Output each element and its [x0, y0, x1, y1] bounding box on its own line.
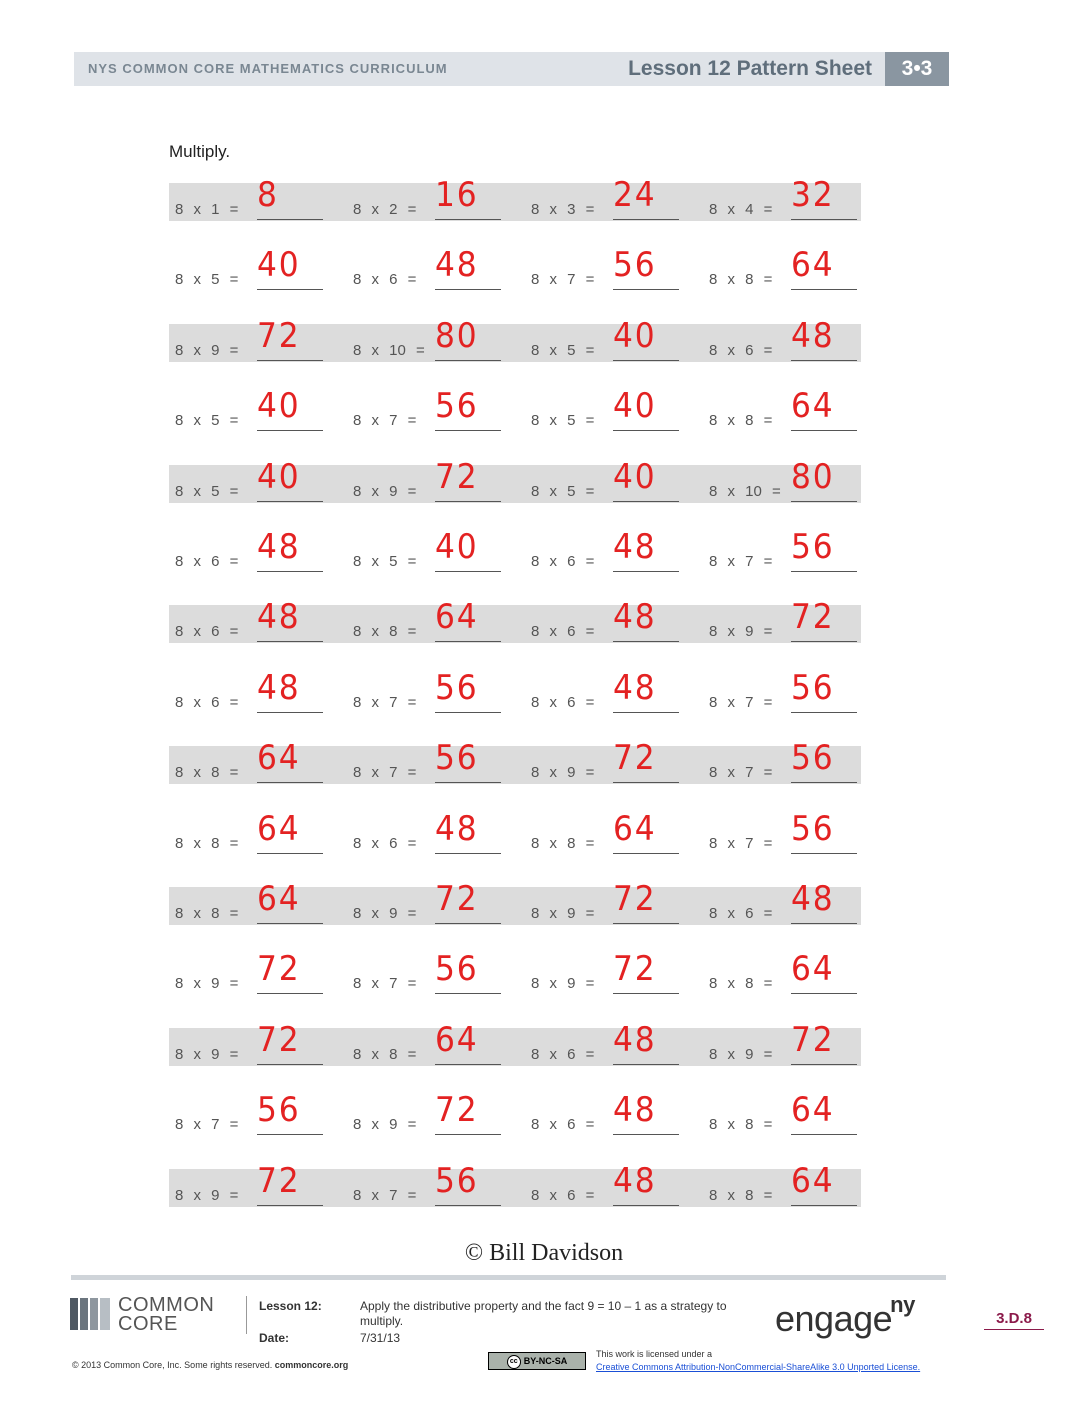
- problem-item: [703, 316, 873, 362]
- answer-blank: [613, 360, 679, 361]
- answer-blank: [257, 501, 323, 502]
- problem-item: [169, 175, 339, 221]
- license-line-1: This work is licensed under a: [596, 1349, 713, 1359]
- problem-expression: 8 x 6 =: [175, 694, 239, 711]
- answer-blank: [435, 993, 501, 994]
- problem-expression: 8 x 9 =: [175, 1046, 239, 1063]
- problem-expression: 8 x 8 =: [709, 975, 773, 992]
- handwritten-answer: 64: [257, 738, 301, 778]
- handwritten-answer: 40: [435, 527, 479, 567]
- handwritten-answer: 56: [257, 1090, 301, 1130]
- answer-blank: [613, 641, 679, 642]
- problem-expression: 8 x 7 =: [709, 553, 773, 570]
- engageny-logo: [775, 1292, 915, 1340]
- answer-blank: [613, 853, 679, 854]
- problem-item: [347, 809, 517, 855]
- problem-expression: 8 x 10 =: [709, 483, 781, 500]
- handwritten-answer: 64: [257, 879, 301, 919]
- problem-expression: 8 x 10 =: [353, 342, 425, 359]
- answer-blank: [791, 782, 857, 783]
- problem-expression: 8 x 9 =: [353, 1116, 417, 1133]
- problem-expression: 8 x 5 =: [531, 342, 595, 359]
- problem-expression: 8 x 6 =: [531, 694, 595, 711]
- answer-blank: [435, 501, 501, 502]
- problem-item: [347, 386, 517, 432]
- handwritten-answer: 56: [435, 668, 479, 708]
- problem-expression: 8 x 6 =: [531, 1187, 595, 1204]
- answer-blank: [257, 1134, 323, 1135]
- answer-blank: [791, 360, 857, 361]
- handwritten-answer: 56: [435, 738, 479, 778]
- problem-row: [169, 597, 861, 643]
- answer-blank: [613, 712, 679, 713]
- problem-expression: 8 x 1 =: [175, 201, 239, 218]
- problem-expression: 8 x 6 =: [531, 553, 595, 570]
- answer-blank: [257, 712, 323, 713]
- lesson-description: Apply the distributive property and the fact 9 = 10 – 1 as a strategy to multiply.: [360, 1299, 727, 1328]
- answer-blank: [613, 501, 679, 502]
- answer-blank: [791, 712, 857, 713]
- date-label: Date:: [259, 1331, 290, 1345]
- answer-blank: [791, 1134, 857, 1135]
- problem-item: [347, 597, 517, 643]
- handwritten-answer: 48: [435, 809, 479, 849]
- problem-expression: 8 x 6 =: [353, 271, 417, 288]
- lesson-title: Lesson 12 Pattern Sheet: [628, 57, 872, 80]
- problem-item: [703, 738, 873, 784]
- problem-expression: 8 x 5 =: [353, 553, 417, 570]
- problem-expression: 8 x 7 =: [175, 1116, 239, 1133]
- problem-item: [347, 949, 517, 995]
- handwritten-answer: 48: [257, 668, 301, 708]
- page-id: 3.D.8: [984, 1310, 1044, 1330]
- handwritten-answer: 56: [791, 527, 835, 567]
- date-value: 7/31/13: [360, 1331, 401, 1345]
- handwritten-answer: 40: [613, 386, 657, 426]
- logo-line-1: COMMON: [118, 1294, 215, 1316]
- lesson-label: Lesson 12:: [259, 1299, 322, 1313]
- answer-blank: [613, 430, 679, 431]
- handwritten-answer: 48: [791, 316, 835, 356]
- problem-expression: 8 x 8 =: [531, 835, 595, 852]
- handwritten-answer: 56: [435, 1161, 479, 1201]
- cc-icon: cc: [507, 1355, 521, 1369]
- problem-item: [525, 597, 695, 643]
- problem-expression: 8 x 7 =: [353, 412, 417, 429]
- handwritten-answer: 48: [613, 668, 657, 708]
- problem-item: [525, 668, 695, 714]
- answer-blank: [435, 430, 501, 431]
- problem-expression: 8 x 9 =: [353, 905, 417, 922]
- answer-blank: [257, 360, 323, 361]
- answer-blank: [257, 219, 323, 220]
- handwritten-answer: 72: [435, 457, 479, 497]
- problem-item: [347, 175, 517, 221]
- handwritten-answer: 56: [435, 386, 479, 426]
- copyright-text: © 2013 Common Core, Inc. Some rights reserved.: [72, 1360, 275, 1370]
- answer-blank: [257, 923, 323, 924]
- answer-blank: [791, 430, 857, 431]
- problem-expression: 8 x 5 =: [531, 483, 595, 500]
- answer-blank: [791, 1064, 857, 1065]
- problem-expression: 8 x 9 =: [175, 342, 239, 359]
- problem-expression: 8 x 6 =: [531, 623, 595, 640]
- problem-item: [525, 245, 695, 291]
- problem-item: [525, 527, 695, 573]
- handwritten-answer: 64: [791, 949, 835, 989]
- answer-blank: [435, 923, 501, 924]
- copyright: [72, 1360, 348, 1370]
- footer-divider: [71, 1275, 946, 1280]
- handwritten-answer: 72: [613, 949, 657, 989]
- problem-expression: 8 x 8 =: [709, 271, 773, 288]
- handwritten-answer: 64: [435, 597, 479, 637]
- handwritten-answer: 8: [257, 175, 279, 215]
- problem-expression: 8 x 9 =: [175, 1187, 239, 1204]
- answer-blank: [613, 993, 679, 994]
- answer-blank: [435, 289, 501, 290]
- handwritten-answer: 64: [613, 809, 657, 849]
- problem-item: [347, 1090, 517, 1136]
- problem-row: [169, 245, 861, 291]
- handwritten-answer: 48: [613, 1020, 657, 1060]
- handwritten-answer: 72: [257, 1020, 301, 1060]
- problem-item: [525, 457, 695, 503]
- answer-blank: [791, 219, 857, 220]
- problem-expression: 8 x 6 =: [353, 835, 417, 852]
- answer-blank: [435, 1205, 501, 1206]
- problem-row: [169, 1090, 861, 1136]
- handwritten-answer: 72: [257, 949, 301, 989]
- answer-blank: [257, 571, 323, 572]
- handwritten-answer: 64: [435, 1020, 479, 1060]
- problem-expression: 8 x 6 =: [709, 905, 773, 922]
- handwritten-answer: 80: [791, 457, 835, 497]
- problem-item: [169, 527, 339, 573]
- problem-item: [703, 245, 873, 291]
- handwritten-answer: 40: [257, 386, 301, 426]
- handwritten-answer: 72: [435, 879, 479, 919]
- problem-expression: 8 x 5 =: [175, 271, 239, 288]
- problem-item: [525, 738, 695, 784]
- problem-item: [525, 949, 695, 995]
- answer-blank: [791, 1205, 857, 1206]
- logo-line-2: CORE: [118, 1313, 178, 1335]
- problem-expression: 8 x 7 =: [353, 975, 417, 992]
- problem-item: [703, 809, 873, 855]
- problem-item: [169, 738, 339, 784]
- problem-item: [169, 1161, 339, 1207]
- problem-row: [169, 527, 861, 573]
- handwritten-answer: 56: [791, 738, 835, 778]
- problem-item: [169, 1020, 339, 1066]
- problem-expression: 8 x 8 =: [709, 1116, 773, 1133]
- brand-text: engage: [775, 1298, 893, 1339]
- handwritten-answer: 56: [791, 668, 835, 708]
- problem-expression: 8 x 6 =: [531, 1116, 595, 1133]
- problem-item: [347, 1161, 517, 1207]
- problem-item: [525, 809, 695, 855]
- problem-item: [703, 597, 873, 643]
- problem-row: [169, 1020, 861, 1066]
- instructions: Multiply.: [169, 142, 231, 161]
- problem-item: [703, 668, 873, 714]
- problem-row: [169, 949, 861, 995]
- problem-expression: 8 x 6 =: [175, 553, 239, 570]
- answer-blank: [435, 360, 501, 361]
- problem-item: [703, 175, 873, 221]
- page-header: [74, 52, 949, 86]
- problem-item: [169, 809, 339, 855]
- answer-blank: [791, 289, 857, 290]
- handwritten-answer: 48: [435, 245, 479, 285]
- problem-item: [347, 738, 517, 784]
- problem-row: [169, 175, 861, 221]
- problem-expression: 8 x 5 =: [175, 412, 239, 429]
- handwritten-answer: 16: [435, 175, 479, 215]
- answer-blank: [791, 501, 857, 502]
- answer-blank: [791, 853, 857, 854]
- answer-blank: [435, 219, 501, 220]
- problem-item: [169, 668, 339, 714]
- problem-item: [703, 1161, 873, 1207]
- problem-item: [169, 457, 339, 503]
- problem-expression: 8 x 7 =: [353, 694, 417, 711]
- handwritten-answer: 64: [791, 1161, 835, 1201]
- handwritten-answer: 48: [257, 597, 301, 637]
- answer-blank: [435, 571, 501, 572]
- problem-row: [169, 316, 861, 362]
- answer-blank: [435, 853, 501, 854]
- footer-vertical-divider: [246, 1296, 247, 1334]
- problem-expression: 8 x 9 =: [353, 483, 417, 500]
- problem-item: [703, 527, 873, 573]
- handwritten-answer: 40: [257, 245, 301, 285]
- problem-expression: 8 x 7 =: [531, 271, 595, 288]
- handwritten-answer: 48: [613, 527, 657, 567]
- problem-expression: 8 x 9 =: [175, 975, 239, 992]
- problem-expression: 8 x 7 =: [353, 764, 417, 781]
- handwritten-answer: 48: [257, 527, 301, 567]
- answer-blank: [257, 289, 323, 290]
- license-link[interactable]: Creative Commons Attribution-NonCommercial-ShareAlike 3.0 Unported License.: [596, 1362, 921, 1372]
- answer-blank: [613, 289, 679, 290]
- problem-expression: 8 x 5 =: [531, 412, 595, 429]
- handwritten-answer: 64: [791, 245, 835, 285]
- problem-expression: 8 x 8 =: [175, 764, 239, 781]
- problem-item: [347, 316, 517, 362]
- answer-blank: [435, 1134, 501, 1135]
- problem-expression: 8 x 9 =: [531, 764, 595, 781]
- handwritten-answer: 72: [613, 879, 657, 919]
- problem-item: [703, 879, 873, 925]
- problem-expression: 8 x 7 =: [709, 835, 773, 852]
- handwritten-answer: 72: [435, 1090, 479, 1130]
- problem-item: [525, 1161, 695, 1207]
- handwritten-answer: 72: [257, 1161, 301, 1201]
- problem-item: [703, 457, 873, 503]
- problem-expression: 8 x 9 =: [709, 623, 773, 640]
- handwritten-answer: 48: [613, 1161, 657, 1201]
- handwritten-answer: 40: [613, 457, 657, 497]
- handwritten-answer: 64: [791, 1090, 835, 1130]
- problem-item: [525, 1090, 695, 1136]
- problem-expression: 8 x 3 =: [531, 201, 595, 218]
- answer-blank: [613, 1205, 679, 1206]
- answer-blank: [791, 571, 857, 572]
- problem-item: [525, 879, 695, 925]
- brand-sup: ny: [890, 1292, 915, 1317]
- problem-expression: 8 x 6 =: [709, 342, 773, 359]
- problem-row: [169, 879, 861, 925]
- handwritten-answer: 72: [791, 1020, 835, 1060]
- copyright-site: commoncore.org: [274, 1360, 349, 1370]
- answer-blank: [435, 782, 501, 783]
- problem-item: [703, 1020, 873, 1066]
- problem-item: [525, 386, 695, 432]
- handwritten-answer: 56: [435, 949, 479, 989]
- answer-blank: [613, 1134, 679, 1135]
- answer-blank: [257, 853, 323, 854]
- answer-blank: [613, 1064, 679, 1065]
- handwritten-answer: 32: [791, 175, 835, 215]
- answer-blank: [435, 712, 501, 713]
- problem-item: [703, 949, 873, 995]
- answer-blank: [435, 1064, 501, 1065]
- problem-expression: 8 x 7 =: [353, 1187, 417, 1204]
- problem-expression: 8 x 6 =: [531, 1046, 595, 1063]
- cc-license-badge: [488, 1352, 586, 1370]
- handwritten-answer: 56: [791, 809, 835, 849]
- problem-item: [347, 457, 517, 503]
- handwritten-answer: 40: [613, 316, 657, 356]
- problem-item: [347, 527, 517, 573]
- answer-blank: [257, 782, 323, 783]
- problem-expression: 8 x 4 =: [709, 201, 773, 218]
- problem-expression: 8 x 6 =: [175, 623, 239, 640]
- handwritten-answer: 48: [613, 1090, 657, 1130]
- problem-item: [169, 245, 339, 291]
- handwritten-answer: 64: [257, 809, 301, 849]
- handwritten-answer: 72: [613, 738, 657, 778]
- handwritten-answer: 56: [613, 245, 657, 285]
- handwritten-answer: 48: [613, 597, 657, 637]
- problem-item: [703, 386, 873, 432]
- answer-blank: [257, 430, 323, 431]
- answer-blank: [613, 219, 679, 220]
- problem-item: [347, 668, 517, 714]
- handwritten-answer: 48: [791, 879, 835, 919]
- curriculum-title: NYS COMMON CORE MATHEMATICS CURRICULUM: [88, 61, 448, 76]
- problem-item: [525, 175, 695, 221]
- answer-blank: [257, 993, 323, 994]
- problem-expression: 8 x 8 =: [709, 1187, 773, 1204]
- answer-blank: [791, 923, 857, 924]
- handwritten-answer: 72: [791, 597, 835, 637]
- problem-row: [169, 386, 861, 432]
- problem-item: [525, 316, 695, 362]
- problem-row: [169, 668, 861, 714]
- attribution: © Bill Davidson: [464, 1240, 624, 1266]
- problem-expression: 8 x 8 =: [709, 412, 773, 429]
- problem-item: [347, 245, 517, 291]
- problem-item: [169, 949, 339, 995]
- handwritten-answer: 64: [791, 386, 835, 426]
- problem-item: [169, 597, 339, 643]
- problem-item: [169, 316, 339, 362]
- license-badge-text: BY-NC-SA: [523, 1356, 568, 1366]
- problem-expression: 8 x 7 =: [709, 764, 773, 781]
- answer-blank: [791, 641, 857, 642]
- problem-row: [169, 809, 861, 855]
- handwritten-answer: 80: [435, 316, 479, 356]
- problem-item: [169, 879, 339, 925]
- answer-blank: [613, 923, 679, 924]
- handwritten-answer: 40: [257, 457, 301, 497]
- problem-row: [169, 738, 861, 784]
- answer-blank: [257, 641, 323, 642]
- problem-expression: 8 x 8 =: [175, 835, 239, 852]
- problem-expression: 8 x 5 =: [175, 483, 239, 500]
- problem-expression: 8 x 8 =: [353, 1046, 417, 1063]
- problem-expression: 8 x 7 =: [709, 694, 773, 711]
- handwritten-answer: 72: [257, 316, 301, 356]
- handwritten-answer: 24: [613, 175, 657, 215]
- problem-row: [169, 1161, 861, 1207]
- problem-expression: 8 x 8 =: [353, 623, 417, 640]
- answer-blank: [613, 571, 679, 572]
- problem-item: [525, 1020, 695, 1066]
- problem-expression: 8 x 9 =: [531, 905, 595, 922]
- grade-module-badge: 3•3: [885, 52, 949, 86]
- answer-blank: [613, 782, 679, 783]
- answer-blank: [257, 1205, 323, 1206]
- problem-item: [347, 879, 517, 925]
- problem-item: [169, 1090, 339, 1136]
- answer-blank: [435, 641, 501, 642]
- problem-expression: 8 x 2 =: [353, 201, 417, 218]
- problem-item: [347, 1020, 517, 1066]
- problem-row: [169, 457, 861, 503]
- answer-blank: [791, 993, 857, 994]
- problem-expression: 8 x 8 =: [175, 905, 239, 922]
- problem-item: [703, 1090, 873, 1136]
- problem-expression: 8 x 9 =: [709, 1046, 773, 1063]
- answer-blank: [257, 1064, 323, 1065]
- problem-expression: 8 x 9 =: [531, 975, 595, 992]
- problem-item: [169, 386, 339, 432]
